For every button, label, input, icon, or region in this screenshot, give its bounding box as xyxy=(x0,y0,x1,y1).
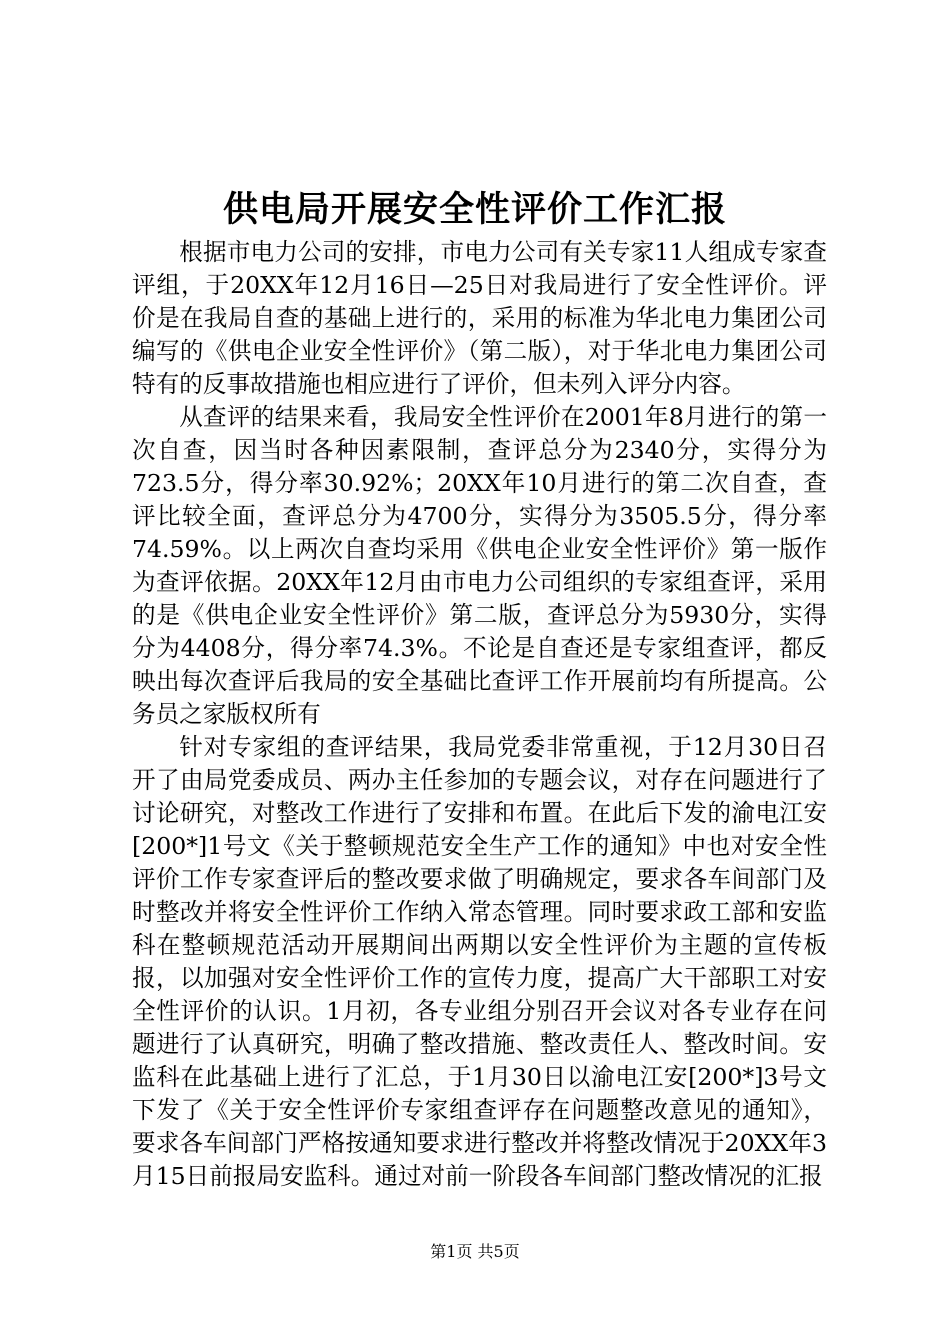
paragraph-2: 从查评的结果来看，我局安全性评价在2001年8月进行的第一次自查，因当时各种因素限制，查评总分为2340分，实得分为723.5分，得分率30.92%；20XX年10月进行的第二次自查，查评比较全面，查评总分为4700分，实得分为3505.5分，得分率74.59%。以上两次自查均采用《供电企业安全性评价》第一版作为查评依据。20XX年12月由市电力公司组织的专家组查评，采用的是《供电企业安全性评价》第二版，查评总分为5930分，实得分为4408分，得分率74.3%。不论是自查还是专家组查评，都反映出每次查评后我局的安全基础比查评工作开展前均有所提高。公务员之家版权所有 xyxy=(132,403,827,728)
paragraph-1: 根据市电力公司的安排，市电力公司有关专家11人组成专家查评组，于20XX年12月16日—25日对我局进行了安全性评价。评价是在我局自查的基础上进行的，采用的标准为华北电力集团公司编写的《供电企业安全性评价》（第二版），对于华北电力集团公司特有的反事故措施也相应进行了评价，但未列入评分内容。 xyxy=(132,238,827,398)
page-number-footer: 第1页 共5页 xyxy=(430,1242,520,1261)
paragraph-3: 针对专家组的查评结果，我局党委非常重视，于12月30日召开了由局党委成员、两办主任参加的专题会议，对存在问题进行了讨论研究，对整改工作进行了安排和布置。在此后下发的渝电江安[200*]1号文《关于整顿规范安全生产工作的通知》中也对安全性评价工作专家查评后的整改要求做了明确规定，要求各车间部门及时整改并将安全性评价工作纳入常态管理。同时要求政工部和安监科在整顿规范活动开展期间出两期以安全性评价为主题的宣传板报，以加强对安全性评价工作的宣传力度，提高广大干部职工对安全性评价的认识。1月初，各专业组分别召开会议对各专业存在问题进行了认真研究，明确了整改措施、整改责任人、整改时间。安监科在此基础上进行了汇总，于1月30日以渝电江安[200*]3号文下发了《关于安全性评价专家组查评存在问题整改意见的通知》，要求各车间部门严格按通知要求进行整改并将整改情况于20XX年3月15日前报局安监科。通过对前一阶段各车间部门整改情况的汇报 xyxy=(132,733,827,1190)
document-body xyxy=(132,236,827,1193)
document-title: 供电局开展安全性评价工作汇报 xyxy=(222,189,727,230)
